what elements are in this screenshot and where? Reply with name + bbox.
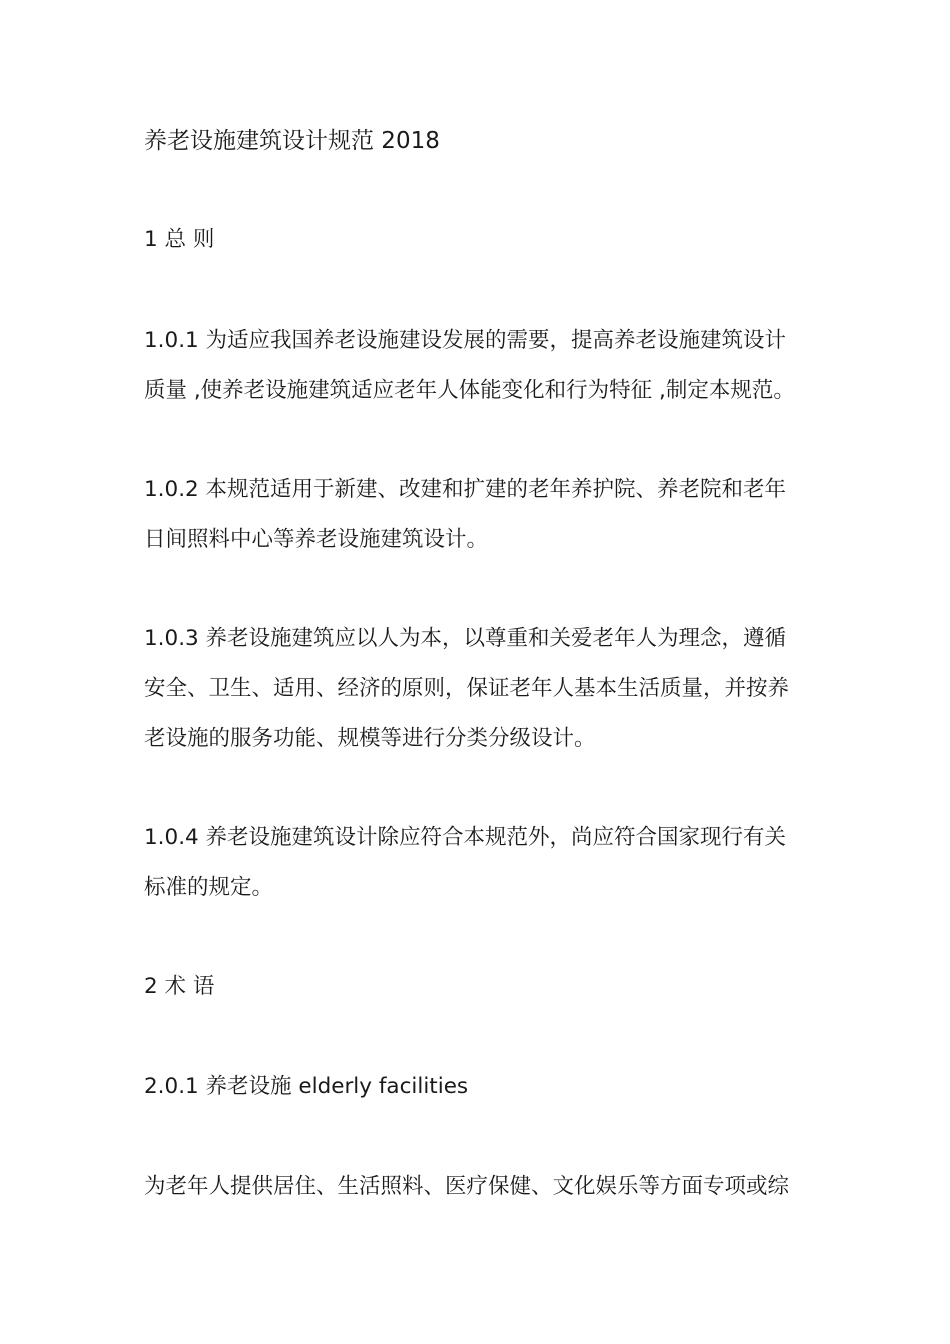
document-title: 养老设施建筑设计规范 2018 (144, 128, 440, 154)
clause-1-0-1-line-1: 1.0.1 为适应我国养老设施建设发展的需要，提高养老设施建筑设计 (144, 328, 787, 353)
clause-1-0-3 (144, 614, 812, 764)
clause-1-0-3-line-2: 安全、卫生、适用、经济的原则，保证老年人基本生活质量，并按养 (144, 676, 790, 701)
clause-1-0-1 (144, 316, 812, 416)
clause-1-0-4-line-1: 1.0.4 养老设施建筑设计除应符合本规范外，尚应符合国家现行有关 (144, 825, 787, 850)
section-heading-general: 1 总 则 (144, 227, 215, 252)
clause-1-0-2-line-1: 1.0.2 本规范适用于新建、改建和扩建的老年养护院、养老院和老年 (144, 477, 787, 502)
section-heading-terms: 2 术 语 (144, 974, 215, 999)
clause-1-0-2 (144, 465, 812, 565)
clause-1-0-3-line-1: 1.0.3 养老设施建筑应以人为本，以尊重和关爱老年人为理念，遵循 (144, 626, 787, 651)
clause-1-0-1-line-2: 质量 ,使养老设施建筑适应老年人体能变化和行为特征 ,制定本规范。 (144, 378, 795, 403)
clause-1-0-4 (144, 813, 812, 913)
clause-1-0-2-line-2: 日间照料中心等养老设施建筑设计。 (144, 527, 489, 552)
clause-1-0-4-line-2: 标准的规定。 (144, 875, 274, 900)
clause-1-0-3-line-3: 老设施的服务功能、规模等进行分类分级设计。 (144, 726, 596, 751)
term-2-0-1-definition: 为老年人提供居住、生活照料、医疗保健、文化娱乐等方面专项或综 (144, 1174, 790, 1199)
term-2-0-1: 2.0.1 养老设施 elderly facilities (144, 1074, 469, 1099)
